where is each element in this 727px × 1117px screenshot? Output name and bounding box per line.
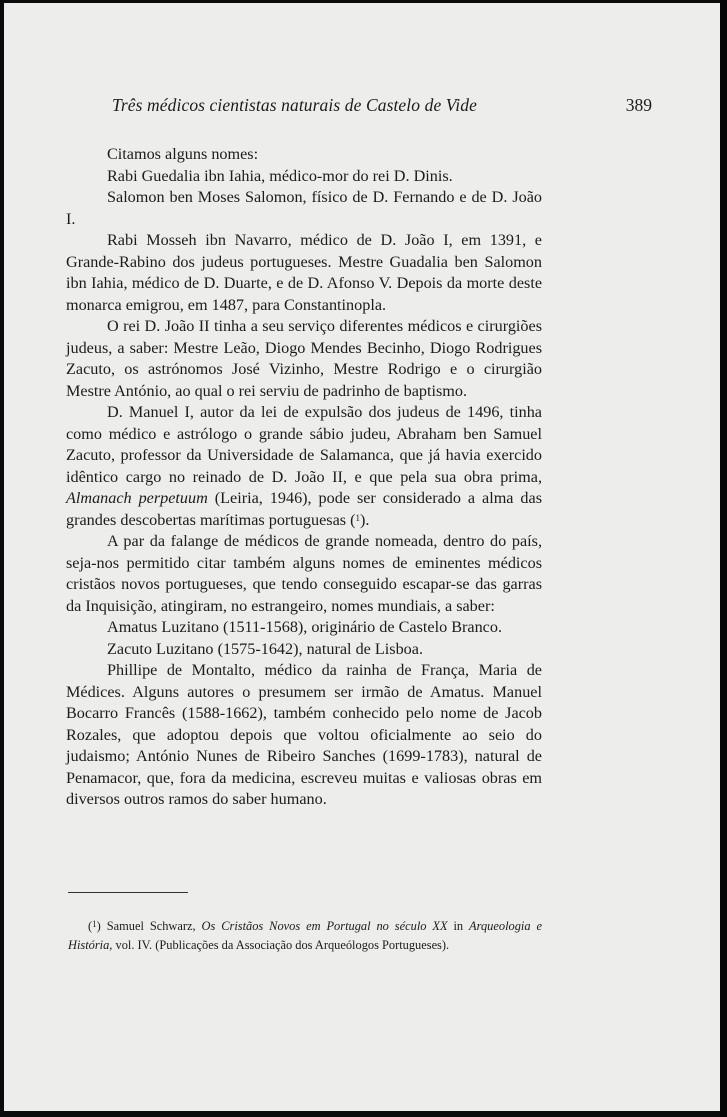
paragraph-falange: A par da falange de médicos de grande nomeada, dentro do país, seja-nos permitido citar também alguns nomes de eminentes médicos cristãos novos portugueses, que tendo conseguido escapar-se das garras da Inquisição, atingiram, no estrangeiro, nomes mundiais, a saber: xyxy=(66,532,542,615)
paragraph-manuel: D. Manuel I, autor da lei de expulsão dos judeus de 1496, tinha como médico e astrólogo o grande sábio judeu, Abraham ben Samuel Zacuto, professor da Universidade de Salamanca, que já havia exercido idêntico cargo no reinado de D. João II, e que pela sua obra prima, Almanach perpetuum (Leiria, 1946), pode ser considerado a alma das grandes descobertas marítimas portuguesas ($^1$). xyxy=(66,403,543,529)
footnote-journal: Arqueologia e História, xyxy=(68,919,542,952)
footnote-rule xyxy=(68,892,188,893)
paragraph-amatus: Amatus Luzitano (1511-1568), originário de Castelo Branco. xyxy=(107,618,502,636)
footnote-rest: vol. IV. (Publicações da Associação dos Arqueólogos Portugueses). xyxy=(115,937,450,952)
footnote-in: in xyxy=(453,919,464,934)
footnote-title: Os Cristãos Novos em Portugal no século XX xyxy=(201,919,448,934)
page-number: 389 xyxy=(625,95,652,115)
manuel-text-a: D. Manuel I, autor da lei de expulsão dos judeus de 1496, tinha como médico e astrólogo o grande sábio judeu, Abraham ben Samuel Zacuto, professor da Universidade de Salamanca, que já havia exercido idêntico cargo no reinado de D. João II, e que pela sua obra prima, xyxy=(66,403,542,486)
footnote-author: Samuel Schwarz, xyxy=(106,919,196,934)
scan-border xyxy=(720,0,727,1117)
footnote-ref: 1 xyxy=(355,512,360,523)
manuel-text-b: (Leiria, 1946), pode ser considerado a alma das grandes descobertas marítimas portuguesas xyxy=(66,489,543,529)
running-title: Três médicos cientistas naturais de Castelo de Vide xyxy=(112,95,477,115)
paragraph-intro: Citamos alguns nomes: xyxy=(107,145,259,163)
paragraph-zacuto: Zacuto Luzitano (1575-1642), natural de Lisboa. xyxy=(107,639,424,658)
paragraph-mosseh: Rabi Mosseh ibn Navarro, médico de D. João I, em 1391, e Grande-Rabino dos judeus portugueses. Mestre Guadalia ben Salomon ibn Iahia, médico de D. Duarte, e de D. Afonso V. Depois da morte deste monarca emigrou, em 1487, para Constantinopla. xyxy=(66,231,542,314)
footnote: ($^1$) Samuel Schwarz, Os Cristãos Novos em Portugal no século XX in Arqueologia e História, vol. IV. (Publicações da Associação dos Arqueólogos Portugueses). xyxy=(68,919,542,952)
body-text xyxy=(66,144,542,811)
paragraph-joao-ii: O rei D. João II tinha a seu serviço diferentes médicos e cirurgiões judeus, a saber: Mestre Leão, Diogo Mendes Becinho, Diogo Rodrigues Zacuto, os astrónomos José Vizinho, Mestre Rodrigo e o cirurgião Mestre António, ao qual o rei serviu de padrinho de baptismo. xyxy=(66,317,542,400)
work-title: Almanach perpetuum xyxy=(66,489,208,507)
footnote-marker: 1 xyxy=(92,919,97,930)
paragraph-guedalia: Rabi Guedalia ibn Iahia, médico-mor do rei D. Dinis. xyxy=(107,166,453,185)
paragraph-montalto: Phillipe de Montalto, médico da rainha de França, Maria de Médices. Alguns autores o presumem ser irmão de Amatus. Manuel Bocarro Francês (1588-1662), também conhecido pelo nome de Jacob Rozales, que adoptou depois que voltou oficialmente ao seio do judaismo; António Nunes de Ribeiro Sanches (1699-1783), natural de Penamacor, que, fora da medicina, escreveu muitas e valiosas obras em diversos outros ramos do saber humano. xyxy=(66,661,542,808)
running-head xyxy=(112,95,652,117)
paragraph-salomon: Salomon ben Moses Salomon, físico de D. Fernando e de D. João I. xyxy=(66,188,542,228)
manuel-end: . xyxy=(365,510,370,529)
book-page xyxy=(4,3,720,1111)
